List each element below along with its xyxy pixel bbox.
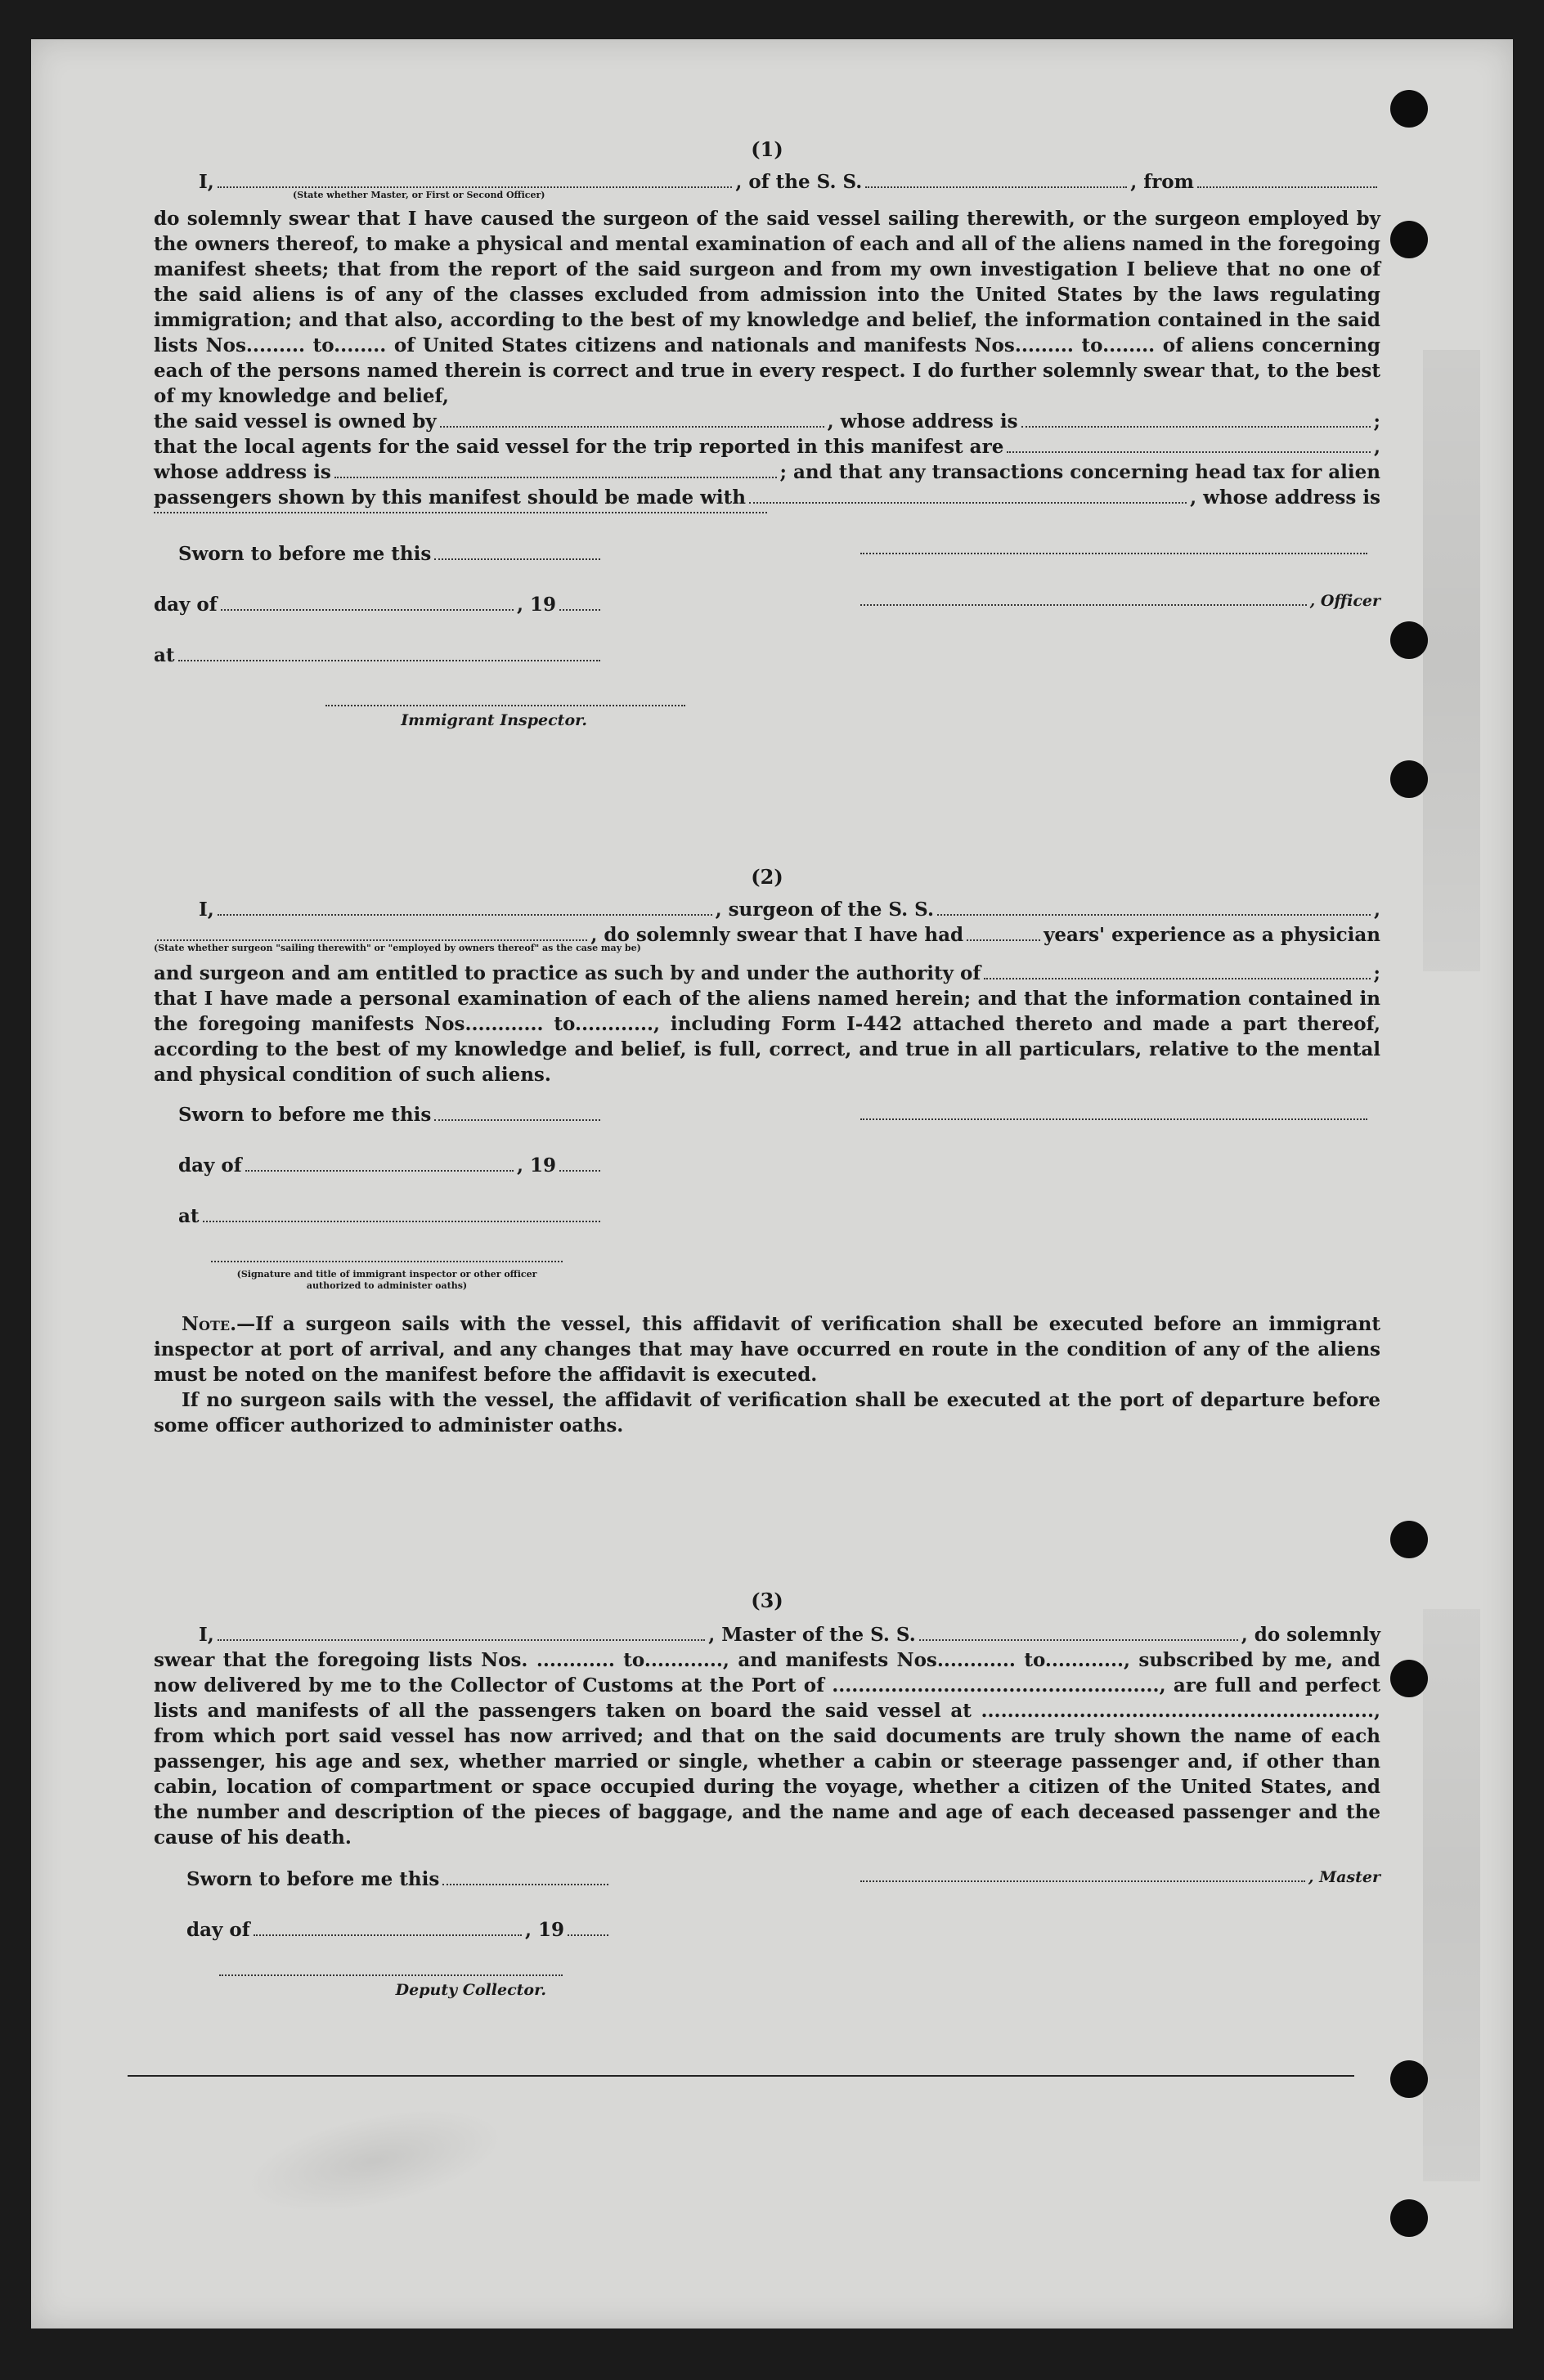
years-field[interactable] bbox=[967, 938, 1040, 941]
line-text: , from bbox=[1130, 171, 1194, 193]
line-text: , whose address is bbox=[1190, 486, 1380, 509]
surgeon-name-field[interactable] bbox=[218, 912, 712, 916]
surgeon-line: I, , surgeon of the S. S. , bbox=[199, 899, 1380, 921]
year-field[interactable] bbox=[559, 1168, 600, 1172]
master-title: , Master bbox=[1308, 1868, 1380, 1886]
line-text: , Master of the S. S. bbox=[708, 1624, 916, 1646]
day-row bbox=[186, 1919, 612, 1970]
line-text: I, bbox=[199, 899, 214, 921]
bleed-through-mark bbox=[1423, 350, 1480, 971]
vessel-name-field[interactable] bbox=[937, 912, 1371, 916]
sworn-text: Sworn to before me this bbox=[186, 1868, 440, 1890]
year-text: , 19 bbox=[524, 1919, 564, 1941]
at-row bbox=[154, 644, 604, 695]
inspector-signature bbox=[325, 703, 604, 729]
collector-signature-field[interactable] bbox=[219, 1973, 563, 1976]
sworn-block bbox=[186, 1868, 612, 1999]
line-text: that the local agents for the said vessel for the trip reported in this manifest are bbox=[154, 436, 1004, 458]
section-number: (3) bbox=[751, 1589, 783, 1612]
sworn-row bbox=[178, 1104, 604, 1154]
surgeon-signature-field[interactable] bbox=[860, 1117, 1367, 1120]
line-text: ; and that any transactions concerning head tax for alien bbox=[779, 461, 1380, 483]
agents-address-line bbox=[154, 459, 1380, 485]
year-field[interactable] bbox=[559, 607, 600, 611]
sworn-block bbox=[154, 543, 604, 729]
day-text: day of bbox=[186, 1919, 250, 1941]
address-line bbox=[154, 510, 1380, 518]
agents-line: that the local agents for the said vessel for the trip reported in this manifest are , bbox=[154, 436, 1380, 458]
month-field[interactable] bbox=[245, 1168, 514, 1172]
officer-name-field[interactable] bbox=[218, 185, 733, 188]
officer-signature-field[interactable] bbox=[860, 603, 1307, 606]
sworn-block bbox=[178, 1104, 604, 1292]
signature-note: (Signature and title of immigrant inspector or other officer authorized to administer oaths) bbox=[236, 1269, 537, 1291]
master-signature-block bbox=[857, 1868, 1380, 1919]
vessel-name-field[interactable] bbox=[865, 185, 1127, 188]
month-field[interactable] bbox=[254, 1933, 522, 1936]
place-field[interactable] bbox=[178, 658, 600, 661]
oath-body: do solemnly swear that I have caused the surgeon of the said vessel sailing therewith, or the surgeon employed by the owners thereof, to make a physical and mental examination of each and all of the aliens named in the foregoing manifest sheets; that from the report of the said surgeon and from my own investigation I believe that no one of the said aliens is of any of the classes excluded from admission into the United States by the laws regulating immigration; and that also, according to the best of my knowledge and belief, the information contained in the said lists Nos......... to........ of United States citizens and nationals and manifests Nos......... to........ of aliens concerning each of the persons named therein is correct and true in every respect. I do further solemnly swear that, to the best of my knowledge and belief, bbox=[154, 208, 1380, 407]
master-oath-body: swear that the foregoing lists Nos. ............ to............, and manifests Nos............ to............, subscribed by me, and now delivered by me to the Collector of Customs at the Port of .................................................., are full and perfect lists and manifests of all the passengers taken on board the said vessel at ............................................................, from which port said vessel has now arrived; and that on the said documents are truly shown the name of each passenger, his age and sex, whether married or single, whether a cabin or steerage passenger and, if other than cabin, location of compartment or space occupied during the voyage, whether a citizen of the United States, and the number and description of the pieces of baggage, and the name and age of each deceased passenger and the cause of his death. bbox=[154, 1649, 1380, 1849]
line-text: I, bbox=[199, 1624, 214, 1646]
place-field[interactable] bbox=[203, 1219, 600, 1222]
affidavit-section-3 bbox=[154, 1589, 1380, 2032]
section-number: (1) bbox=[751, 137, 783, 161]
at-row bbox=[178, 1205, 604, 1256]
collector-signature bbox=[219, 1973, 612, 1999]
owner-address-field[interactable] bbox=[1021, 424, 1371, 428]
line-text: I, bbox=[199, 171, 214, 193]
head-tax-contact-field[interactable] bbox=[749, 500, 1187, 504]
head-tax-address-field[interactable] bbox=[154, 510, 767, 513]
day-text: day of bbox=[154, 594, 218, 616]
note-text: —If a surgeon sails with the vessel, this affidavit of verification shall be executed before an immigrant inspector at port of arrival, and any changes that may have occurred en route in the condition of any of the aliens must be noted on the manifest before the affidavit is executed. bbox=[154, 1313, 1380, 1386]
line-text: and surgeon and am entitled to practice as such by and under the authority of bbox=[154, 962, 981, 984]
month-field[interactable] bbox=[221, 607, 514, 611]
officer-block bbox=[857, 543, 1380, 643]
affidavit-section-1 bbox=[154, 137, 1380, 747]
surgeon-status-field[interactable] bbox=[157, 938, 587, 941]
departure-port-field[interactable] bbox=[1197, 185, 1377, 188]
note-label: Note. bbox=[182, 1313, 237, 1335]
note-paragraph bbox=[154, 1311, 1380, 1387]
collector-title: Deputy Collector. bbox=[395, 1981, 546, 1999]
at-text: at bbox=[178, 1205, 200, 1227]
sworn-row bbox=[178, 543, 604, 594]
binder-hole bbox=[1390, 221, 1428, 258]
bleed-through-mark bbox=[1423, 1609, 1480, 2181]
agents-field[interactable] bbox=[1007, 450, 1371, 453]
binder-hole bbox=[1390, 90, 1428, 128]
owner-field[interactable] bbox=[440, 424, 824, 428]
vessel-name-field[interactable] bbox=[919, 1638, 1238, 1641]
handwriting-smudge bbox=[237, 2090, 512, 2232]
binder-hole bbox=[1390, 1521, 1428, 1558]
note-paragraph-2: If no surgeon sails with the vessel, the affidavit of verification shall be executed at the port of departure before some officer authorized to administer oaths. bbox=[154, 1389, 1380, 1437]
sworn-row bbox=[186, 1868, 612, 1919]
line-text: , do solemnly swear that I have had bbox=[590, 924, 964, 946]
master-row bbox=[857, 1868, 1380, 1919]
day-row bbox=[178, 1154, 604, 1205]
day-row bbox=[154, 594, 604, 644]
inspector-title: Immigrant Inspector. bbox=[401, 711, 587, 729]
line-text: years' experience as a physician bbox=[1044, 924, 1380, 946]
owner-line: the said vessel is owned by , whose address is ; bbox=[154, 410, 1380, 433]
field-note: (State whether Master, or First or Second Officer) bbox=[293, 190, 545, 200]
officer-signature-field[interactable] bbox=[211, 1259, 563, 1262]
agents-address-field[interactable] bbox=[334, 475, 777, 478]
bottom-rule bbox=[128, 2075, 1354, 2077]
master-name-field[interactable] bbox=[218, 1638, 705, 1641]
officer-signature-line-1[interactable] bbox=[860, 551, 1367, 554]
master-line bbox=[154, 1622, 1380, 1647]
year-field[interactable] bbox=[568, 1933, 608, 1936]
line-text: the said vessel is owned by bbox=[154, 410, 437, 433]
field-note: (State whether surgeon "sailing therewith" or "employed by owners thereof" as the case may be) bbox=[154, 943, 641, 953]
year-text: , 19 bbox=[516, 1154, 556, 1177]
authority-line: and surgeon and am entitled to practice as such by and under the authority of ; bbox=[154, 962, 1380, 984]
authority-field[interactable] bbox=[984, 976, 1370, 979]
line-text: , surgeon of the S. S. bbox=[715, 899, 934, 921]
line-text: , whose address is bbox=[827, 410, 1018, 433]
section-number: (2) bbox=[751, 865, 783, 889]
officer-row bbox=[857, 592, 1380, 643]
officer-title: , Officer bbox=[1309, 592, 1380, 610]
binder-hole bbox=[1390, 2199, 1428, 2237]
line-text: , of the S. S. bbox=[735, 171, 863, 193]
sworn-date-field[interactable] bbox=[442, 1882, 608, 1885]
line-text: , do solemnly bbox=[1241, 1624, 1380, 1646]
manifest-back-page bbox=[31, 39, 1513, 2328]
sworn-text: Sworn to before me this bbox=[178, 1104, 432, 1126]
at-text: at bbox=[154, 644, 175, 666]
master-signature-field[interactable] bbox=[860, 1879, 1305, 1882]
passengers-line bbox=[154, 485, 1380, 510]
line-text: whose address is bbox=[154, 461, 331, 483]
surgeon-signature-block bbox=[857, 1104, 1380, 1125]
sworn-date-field[interactable] bbox=[434, 557, 600, 560]
year-text: , 19 bbox=[516, 594, 556, 616]
officer-signature bbox=[211, 1259, 604, 1292]
inspector-signature-field[interactable] bbox=[325, 703, 685, 706]
sworn-date-field[interactable] bbox=[434, 1118, 600, 1121]
signature-block bbox=[154, 1868, 1380, 2032]
day-text: day of bbox=[178, 1154, 242, 1177]
sworn-text: Sworn to before me this bbox=[178, 543, 432, 565]
affidavit-section-2 bbox=[154, 865, 1380, 1438]
signature-block bbox=[154, 1104, 1380, 1308]
surgeon-oath-body: that I have made a personal examination of each of the aliens named herein; and that the information contained in the foregoing manifests Nos............ to............, including Form I-442 attached thereto and made a part thereof, according to the best of my knowledge and belief, is full, correct, and true in all particulars, relative to the mental and physical condition of such aliens. bbox=[154, 988, 1380, 1086]
line-text: passengers shown by this manifest should be made with bbox=[154, 486, 746, 509]
signature-block bbox=[154, 543, 1380, 747]
